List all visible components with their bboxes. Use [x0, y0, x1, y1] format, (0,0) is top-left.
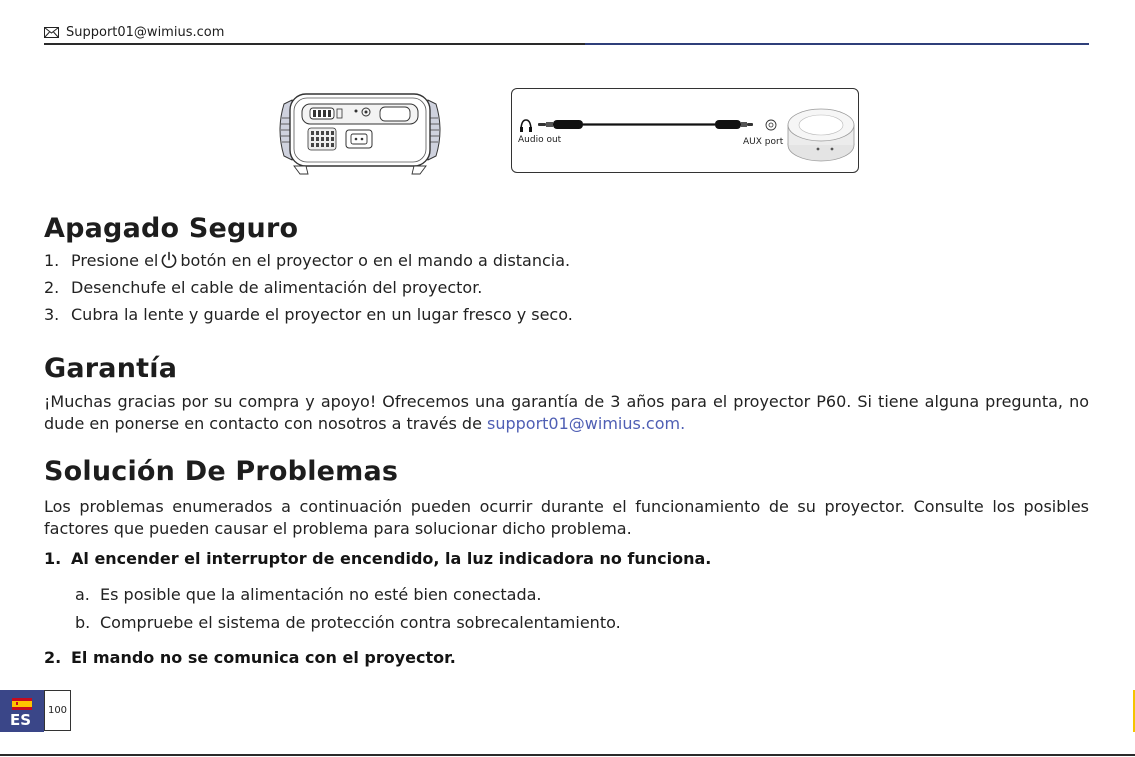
- header-rule-accent: [585, 43, 1089, 45]
- section-title-apagado: Apagado Seguro: [44, 213, 299, 244]
- section-title-solucion: Solución De Problemas: [44, 456, 399, 487]
- speaker-illustration: [788, 109, 854, 161]
- aux-port-label: AUX port: [743, 137, 784, 147]
- spain-flag-icon: [12, 698, 32, 710]
- warranty-paragraph: ¡Muchas gracias por su compra y apoyo! Ofrecemos una garantía de 3 años para el proyector P60. Si tiene alguna pregunta, no dude en ponerse en contacto con nosotros a través de support01@wimius.com.: [44, 392, 1089, 433]
- audio-connection-diagram: [511, 88, 859, 173]
- projector-back-illustration: [272, 84, 448, 176]
- troubleshooting-intro: Los problemas enumerados a continuación pueden ocurrir durante el funcionamiento de su proyector. Consulte los posibles factores que pueden causar el problema para solucionar dicho problema.: [44, 497, 1089, 538]
- step-item: 2. Desenchufe el cable de alimentación del proyector.: [44, 278, 483, 297]
- problem-title: 2. El mando no se comunica con el proyector.: [44, 648, 456, 667]
- footer-rule: [0, 754, 1135, 756]
- power-icon: [160, 251, 178, 269]
- step-item: 3. Cubra la lente y guarde el proyector en un lugar fresco y seco.: [44, 305, 573, 324]
- cause-item: a. Es posible que la alimentación no esté bien conectada.: [75, 585, 542, 604]
- page-number: 100: [44, 690, 71, 731]
- step-item: 1. Presione el botón en el proyector o en el mando a distancia.: [44, 251, 571, 270]
- headphone-icon: [520, 120, 532, 132]
- support-email-link[interactable]: support01@wimius.com.: [487, 414, 686, 433]
- mail-icon: [44, 27, 59, 38]
- audio-out-label: Audio out: [518, 135, 562, 145]
- page-header: [44, 24, 1089, 46]
- problem-title: 1. Al encender el interruptor de encendido, la luz indicadora no funciona.: [44, 549, 712, 568]
- cause-item: b. Compruebe el sistema de protección contra sobrecalentamiento.: [75, 613, 621, 632]
- language-code: ES: [10, 711, 32, 729]
- header-email[interactable]: Support01@wimius.com: [66, 25, 225, 40]
- section-title-garantia: Garantía: [44, 353, 178, 384]
- language-badge: [0, 690, 44, 732]
- header-rule: [44, 43, 585, 45]
